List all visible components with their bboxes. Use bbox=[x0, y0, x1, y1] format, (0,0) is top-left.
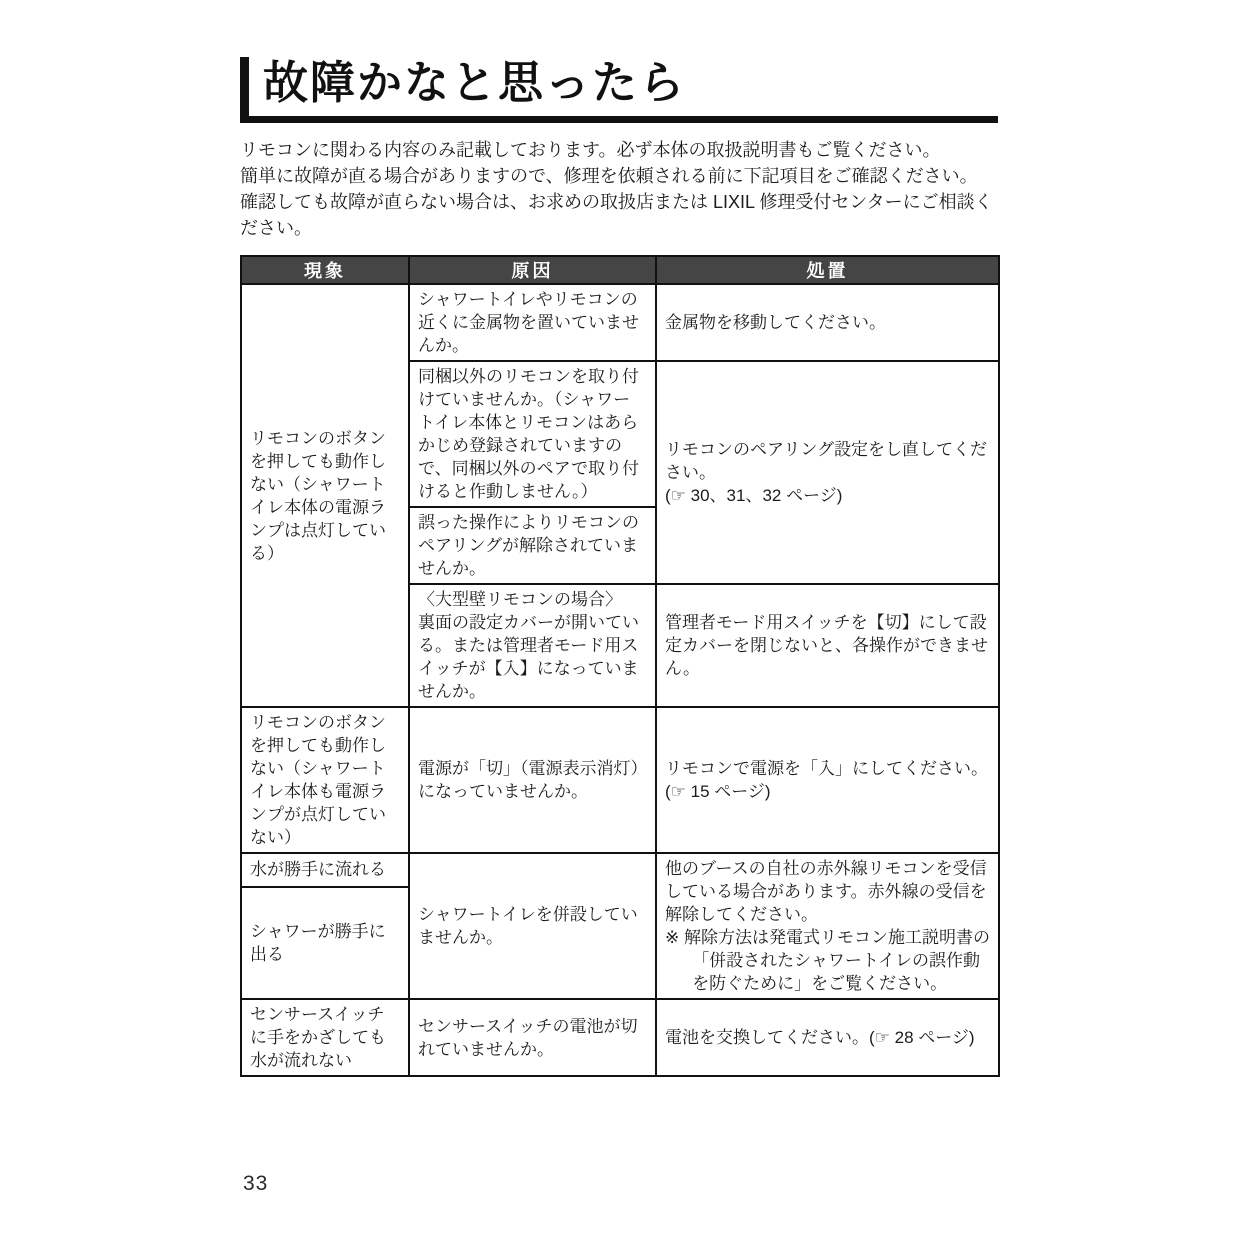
intro-paragraph bbox=[240, 137, 998, 241]
action-redo-pairing-text: リモコンのペアリング設定をし直してください。 bbox=[665, 440, 987, 483]
table-row bbox=[241, 707, 999, 853]
page-content bbox=[240, 57, 998, 1077]
action-cell-admin-switch: 管理者モード用スイッチを【切】にして設定カバーを閉じないと、各操作ができません。 bbox=[656, 584, 999, 707]
action-coexist-note: ※ 解除方法は発電式リモコン施工説明書の「併設されたシャワートイレの誤作動を防ぐために」をご覧ください。 bbox=[665, 928, 990, 994]
intro-line: 確認しても故障が直らない場合は、お求めの取扱店または LIXIL 修理受付センターにご相談ください。 bbox=[240, 192, 993, 239]
cause-large-wall-body: 裏面の設定カバーが開いている。または管理者モード用スイッチが【入】になっていませんか。 bbox=[418, 613, 639, 702]
phenomenon-cell-shower-out: シャワーが勝手に出る bbox=[241, 887, 409, 1000]
cause-large-wall-title: 〈大型壁リモコンの場合〉 bbox=[418, 590, 622, 610]
phenomenon-cell-sensor-no-water: センサースイッチに手をかざしても水が流れない bbox=[241, 999, 409, 1076]
phenomenon-cell-no-response-lamp-off: リモコンのボタンを押しても動作しない（シャワートイレ本体も電源ランプが点灯していない） bbox=[241, 707, 409, 853]
action-coexist-text: 他のブースの自社の赤外線リモコンを受信している場合があります。赤外線の受信を解除してください。 bbox=[665, 859, 987, 925]
table-row bbox=[241, 999, 999, 1076]
table-row bbox=[241, 853, 999, 886]
action-cell-replace-battery: 電池を交換してください。(☞ 28 ページ) bbox=[656, 999, 999, 1076]
cause-cell-metal-object: シャワートイレやリモコンの近くに金属物を置いていませんか。 bbox=[409, 284, 656, 361]
phenomenon-cell-no-response-lamp-on: リモコンのボタンを押しても動作しない（シャワートイレ本体の電源ランプは点灯している） bbox=[241, 284, 409, 707]
cause-cell-large-wall-remote bbox=[409, 584, 656, 707]
action-power-on-page-ref: (☞ 15 ページ) bbox=[665, 782, 771, 802]
cause-cell-sensor-battery: センサースイッチの電池が切れていませんか。 bbox=[409, 999, 656, 1076]
col-header-phenomenon: 現象 bbox=[241, 256, 409, 284]
col-header-cause: 原因 bbox=[409, 256, 656, 284]
cause-cell-non-bundled-remote: 同梱以外のリモコンを取り付けていませんか。（シャワートイレ本体とリモコンはあらかじめ登録されていますので、同梱以外のペアで取り付けると作動しません。） bbox=[409, 361, 656, 507]
phenomenon-cell-water-flows: 水が勝手に流れる bbox=[241, 853, 409, 886]
page-title: 故障かなと思ったら bbox=[263, 57, 687, 108]
cause-cell-coexist-toilet: シャワートイレを併設していませんか。 bbox=[409, 853, 656, 999]
action-cell-coexist bbox=[656, 853, 999, 999]
title-block bbox=[240, 57, 998, 123]
action-redo-pairing-page-ref: (☞ 30、31、32 ページ) bbox=[665, 486, 843, 506]
page-number: 33 bbox=[243, 1172, 269, 1195]
cause-cell-pairing-released: 誤った操作によりリモコンのペアリングが解除されていませんか。 bbox=[409, 507, 656, 584]
action-cell-redo-pairing bbox=[656, 361, 999, 584]
intro-line: 簡単に故障が直る場合がありますので、修理を依頼される前に下記項目をご確認ください。 bbox=[240, 166, 978, 187]
action-cell-power-on bbox=[656, 707, 999, 853]
intro-line: リモコンに関わる内容のみ記載しております。必ず本体の取扱説明書もご覧ください。 bbox=[240, 140, 941, 161]
table-header-row bbox=[241, 256, 999, 284]
col-header-action: 処置 bbox=[656, 256, 999, 284]
action-cell-move-metal: 金属物を移動してください。 bbox=[656, 284, 999, 361]
troubleshooting-table bbox=[240, 255, 1000, 1077]
table-row bbox=[241, 284, 999, 361]
cause-cell-power-off: 電源が「切」（電源表示消灯）になっていませんか。 bbox=[409, 707, 656, 853]
action-power-on-text: リモコンで電源を「入」にしてください。 bbox=[665, 759, 988, 779]
